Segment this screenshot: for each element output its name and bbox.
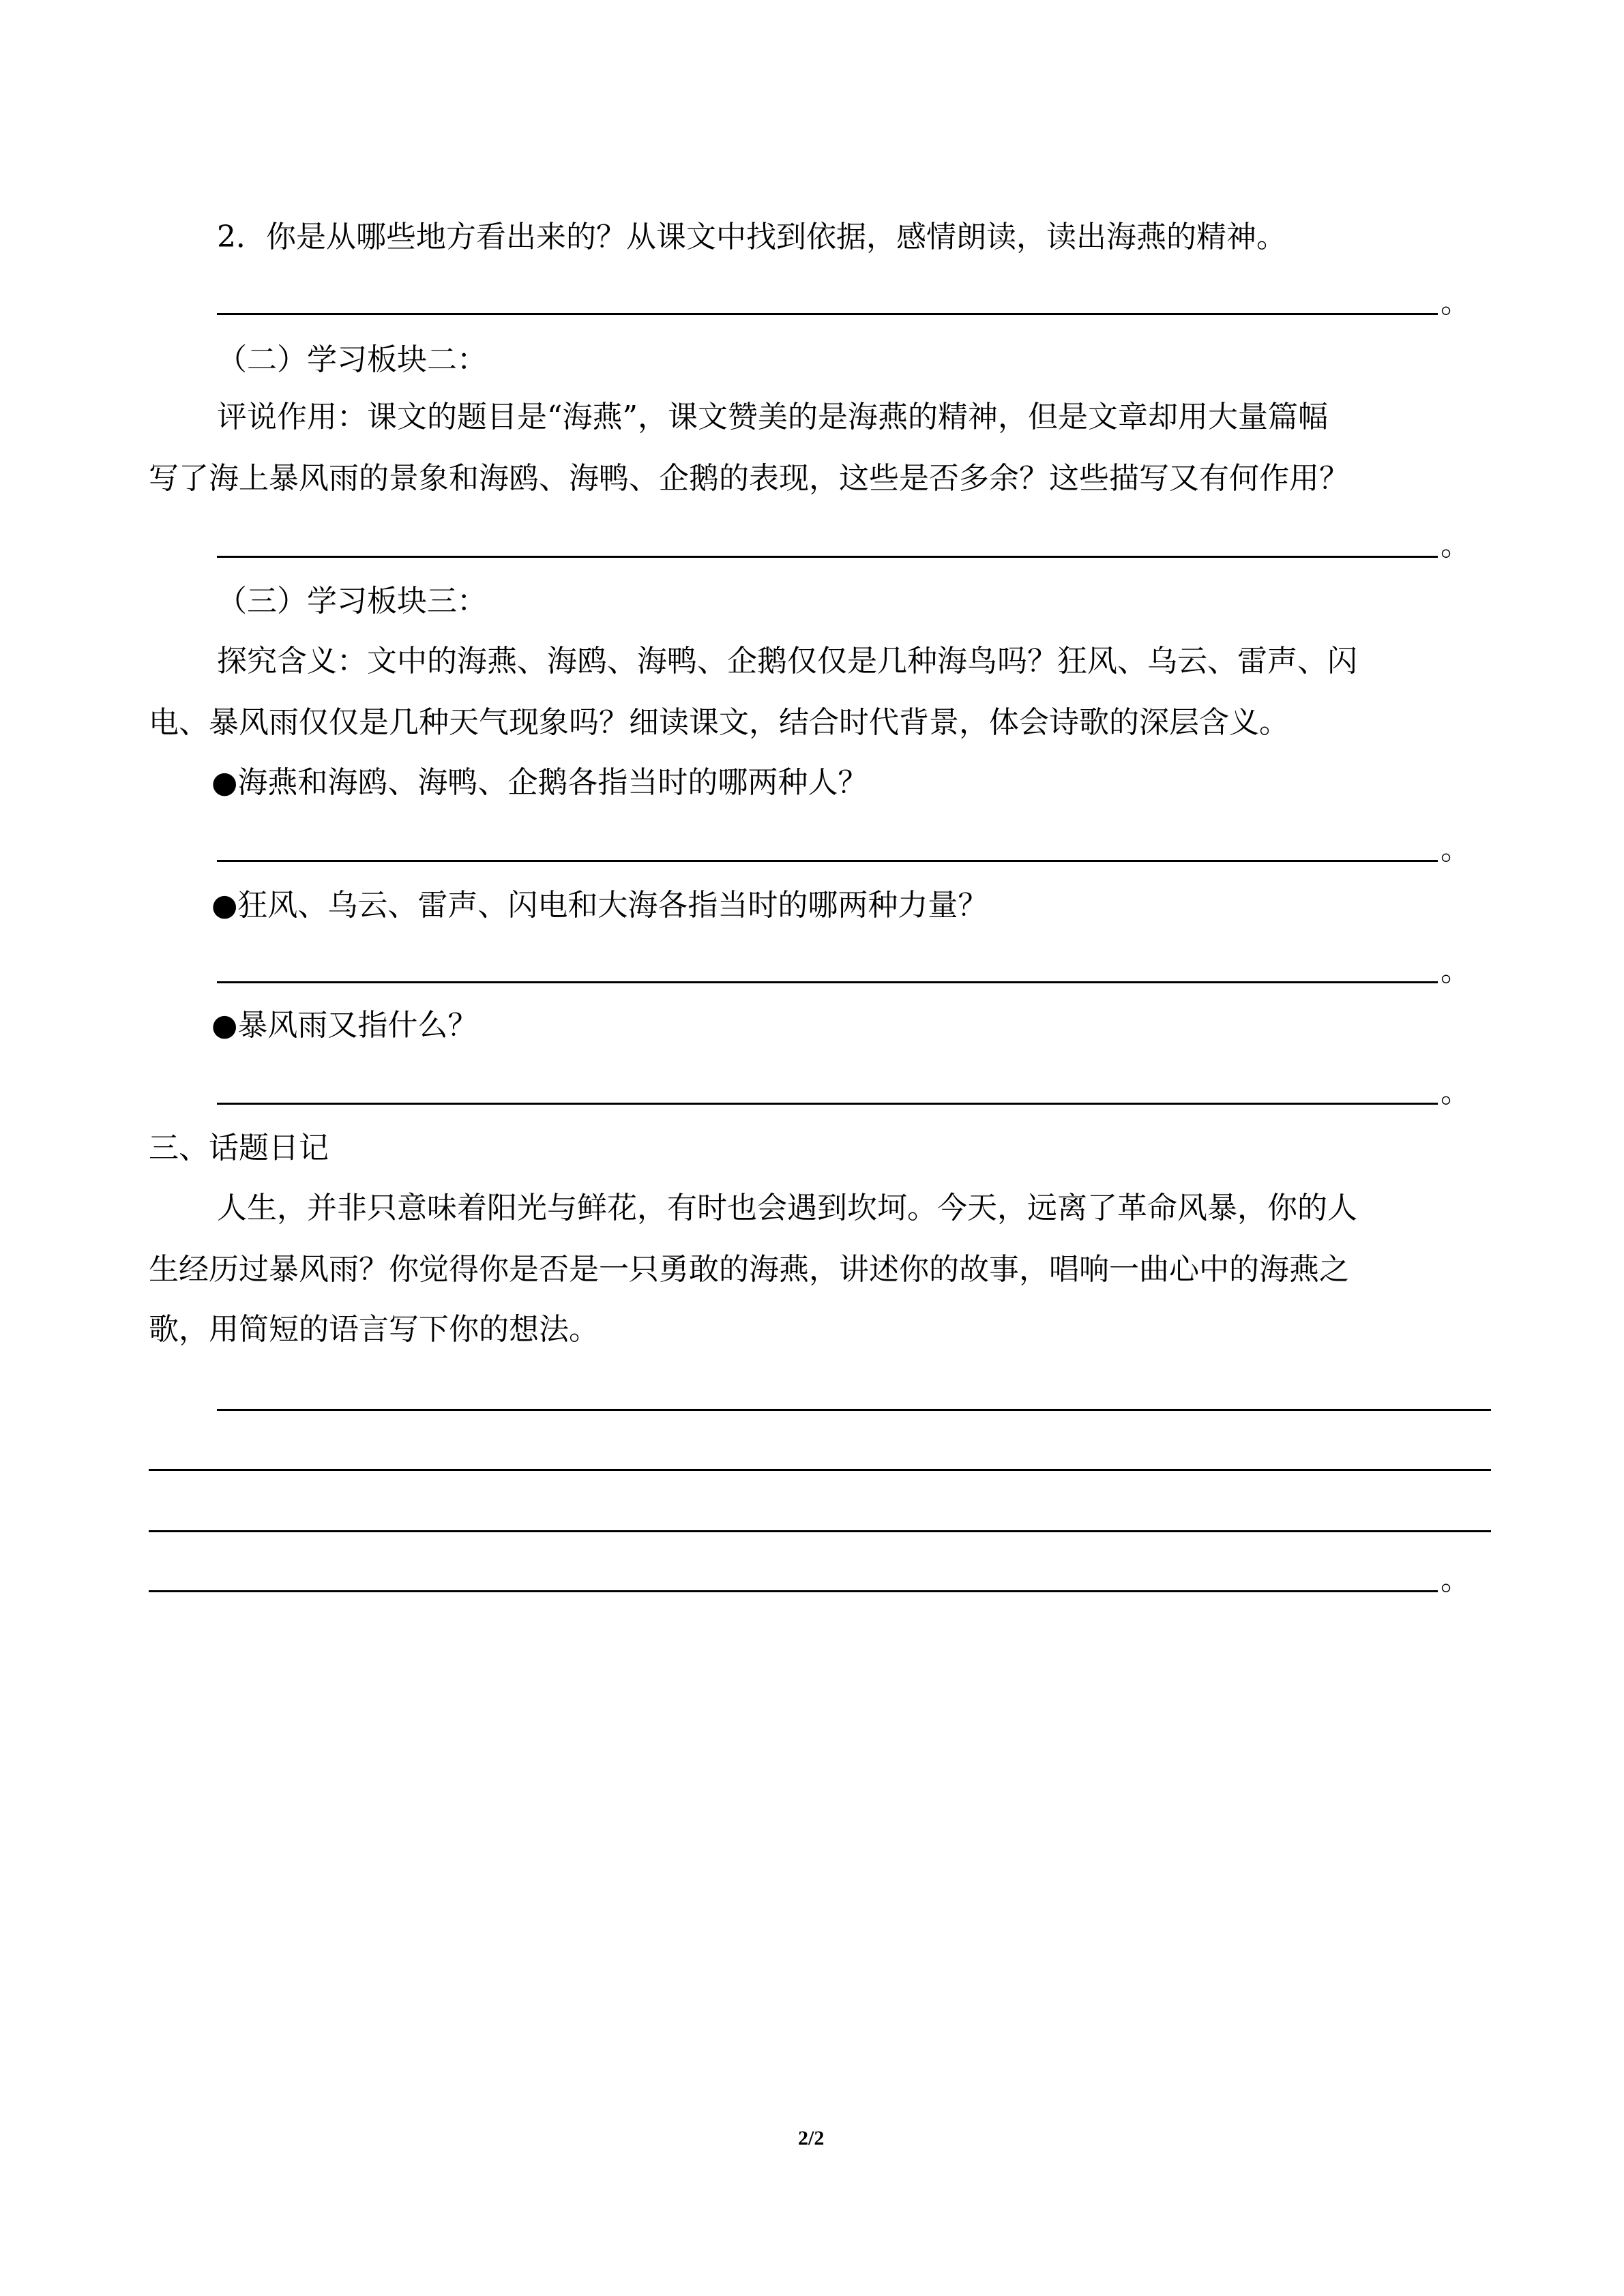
diary-writing-line-1[interactable] xyxy=(217,1409,1491,1411)
diary-writing-line-4[interactable] xyxy=(149,1590,1438,1592)
answer-line-bullet-3[interactable] xyxy=(217,1103,1438,1105)
answer-line-bullet-2[interactable] xyxy=(217,981,1438,983)
answer-line-section-2[interactable] xyxy=(217,556,1438,558)
answer-line-bullet-1[interactable] xyxy=(217,860,1438,862)
diary-writing-line-2[interactable] xyxy=(149,1469,1491,1471)
diary-line-1: 人生，并非只意味着阳光与鲜花，有时也会遇到坎坷。今天，远离了革命风暴，你的人 xyxy=(217,1191,1357,1225)
page-number: 2/2 xyxy=(798,2127,825,2149)
bullet-question-2: ●狂风、乌云、雷声、闪电和大海各指当时的哪两种力量？ xyxy=(211,888,988,923)
bullet-question-1: ●海燕和海鸥、海鸭、企鹅各指当时的哪两种人？ xyxy=(211,765,868,800)
diary-title: 三、话题日记 xyxy=(149,1131,329,1165)
section-2-title: （二）学习板块二： xyxy=(217,342,487,377)
answer-period: 。 xyxy=(1441,953,1471,988)
question-2-text: 2．你是从哪些地方看出来的？从课文中找到依据，感情朗读，读出海燕的精神。 xyxy=(217,220,1286,254)
answer-period: 。 xyxy=(1441,1562,1471,1597)
section-2-line-2: 写了海上暴风雨的景象和海鸥、海鸭、企鹅的表现，这些是否多余？这些描写又有何作用？ xyxy=(149,461,1349,496)
diary-line-2: 生经历过暴风雨？你觉得你是否是一只勇敢的海燕，讲述你的故事，唱响一曲心中的海燕之 xyxy=(149,1252,1349,1287)
diary-line-3: 歌，用简短的语言写下你的想法。 xyxy=(149,1312,599,1347)
answer-period: 。 xyxy=(1441,832,1471,867)
answer-period: 。 xyxy=(1441,528,1471,563)
diary-writing-line-3[interactable] xyxy=(149,1530,1491,1532)
answer-line-q2[interactable] xyxy=(217,313,1438,315)
answer-period: 。 xyxy=(1441,1075,1471,1109)
section-3-line-2: 电、暴风雨仅仅是几种天气现象吗？细读课文，结合时代背景，体会诗歌的深层含义。 xyxy=(149,705,1289,740)
answer-period: 。 xyxy=(1441,285,1471,320)
section-3-line-1: 探究含义：文中的海燕、海鸥、海鸭、企鹅仅仅是几种海鸟吗？狂风、乌云、雷声、闪 xyxy=(217,644,1357,679)
section-2-line-1: 评说作用：课文的题目是“海燕”，课文赞美的是海燕的精神，但是文章却用大量篇幅 xyxy=(217,400,1328,434)
section-3-title: （三）学习板块三： xyxy=(217,584,487,618)
bullet-question-3: ●暴风雨又指什么？ xyxy=(211,1008,478,1043)
